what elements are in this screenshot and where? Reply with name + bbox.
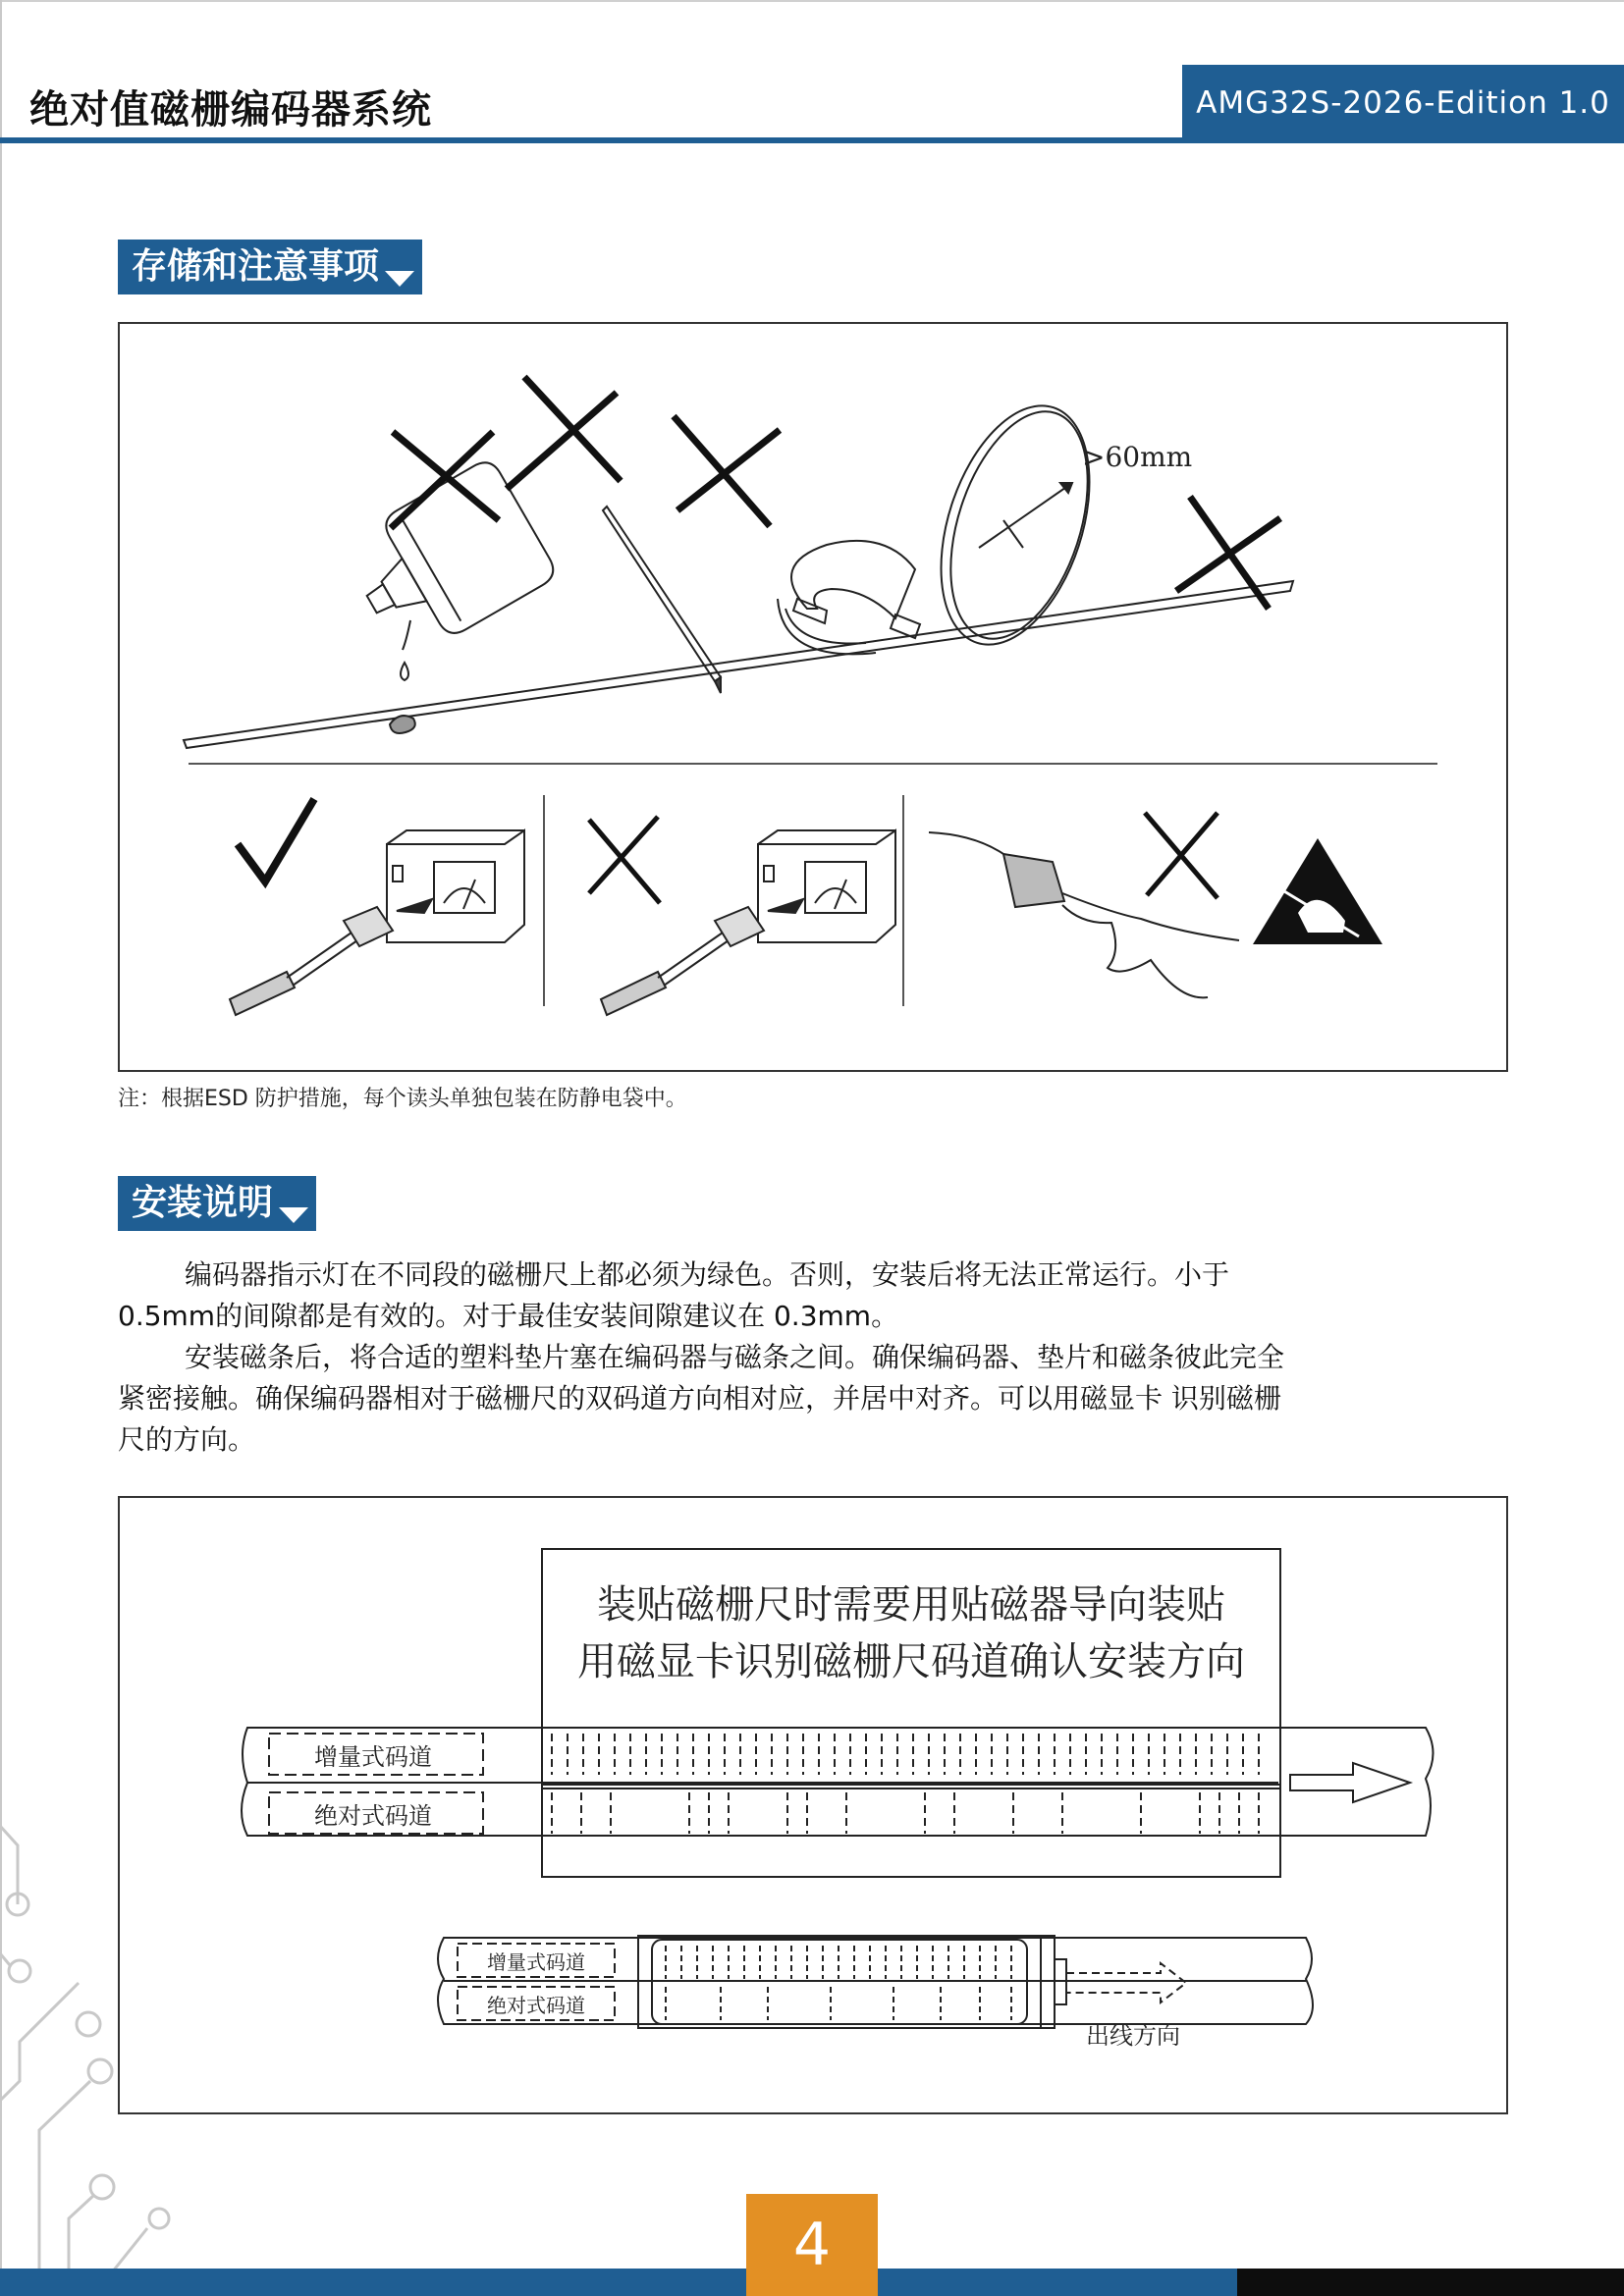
chemical-bottle-icon [338,456,560,664]
readhead-track-ticks [666,1946,1011,2020]
section-heading-storage-text: 存储和注意事项 [132,246,380,287]
footer-bar-left [0,2269,746,2296]
magnetic-tape-strip [184,581,1293,748]
document-title: 绝对值磁栅编码器系统 [29,87,432,133]
storage-illustration-frame [118,322,1508,1072]
prohibited-cross-icon [1145,813,1218,898]
section-heading-storage [118,240,422,294]
cable-direction-label: 出线方向 [1086,2022,1180,2050]
installation-paragraph-2: 安装磁条后，将合适的塑料垫片塞在编码器与磁条之间。确保编码器、垫片和磁条彼此完全紧密接触。确保编码器相对于磁栅尺的双码道方向相对应，并居中对齐。可以用磁显卡 识别磁栅尺的方向。 [118,1341,1285,1456]
diagram-caption-line-2: 用磁显卡识别磁栅尺码道确认安装方向 [577,1639,1245,1684]
prohibited-cross-icon [674,416,780,526]
prohibited-cross-icon [391,432,499,528]
readhead-connector-icon [230,899,432,1015]
absolute-track-ticks [552,1792,1259,1834]
heading-triangle-icon [279,1207,308,1223]
section-heading-installation [118,1176,316,1231]
edition-badge: AMG32S-2026-Edition 1.0 [1182,65,1624,141]
section-heading-installation-text: 安装说明 [132,1183,274,1223]
tape-coil-icon [913,387,1116,664]
diagram-caption-line-1: 装贴磁栅尺时需要用贴磁器导向装贴 [597,1582,1225,1628]
page-top-edge [0,0,1624,2]
esd-note: 注：根据ESD 防护措施，每个读头单独包装在防静电袋中。 [118,1087,687,1111]
incremental-track-label: 增量式码道 [314,1743,432,1771]
page-number: 4 [792,2211,832,2279]
installation-text [118,1255,1296,1461]
installation-paragraph-1: 编码器指示灯在不同段的磁栅尺上都必须为绿色。否则，安装后将无法正常运行。小于0.5mm的间隙都是有效的。对于最佳安装间隙建议在 0.3mm。 [118,1258,1230,1332]
readhead-absolute-label: 绝对式码道 [487,1994,585,2017]
heading-triangle-icon [385,271,414,287]
incremental-track-ticks [552,1734,1259,1775]
check-mark-icon [238,799,314,881]
footer-bar-middle [878,2269,1237,2296]
readhead-incremental-label: 增量式码道 [487,1950,585,1974]
tester-device-icon [758,830,895,942]
installation-diagram-frame [118,1496,1508,2114]
scalpel-icon [603,507,721,693]
hand-touching-connector-icon [929,832,1239,997]
absolute-track-label: 绝对式码道 [314,1802,432,1830]
header-rule [0,137,1624,143]
footer-bar-right [1237,2269,1624,2296]
esd-warning-icon [1253,838,1382,944]
prohibited-cross-icon [589,817,660,903]
prohibited-cross-icon [1176,497,1280,609]
cable-direction-arrow-icon [1066,1963,1186,2002]
dimension-label: >60mm [1082,441,1193,473]
direction-arrow-icon [1290,1763,1410,1802]
prohibited-cross-icon [507,377,621,489]
readhead-connector-icon [601,899,803,1015]
storage-illustration [120,324,1506,1070]
installation-diagram [120,1498,1506,2112]
circuit-decoration [0,1806,187,2277]
tester-device-icon [387,830,524,942]
